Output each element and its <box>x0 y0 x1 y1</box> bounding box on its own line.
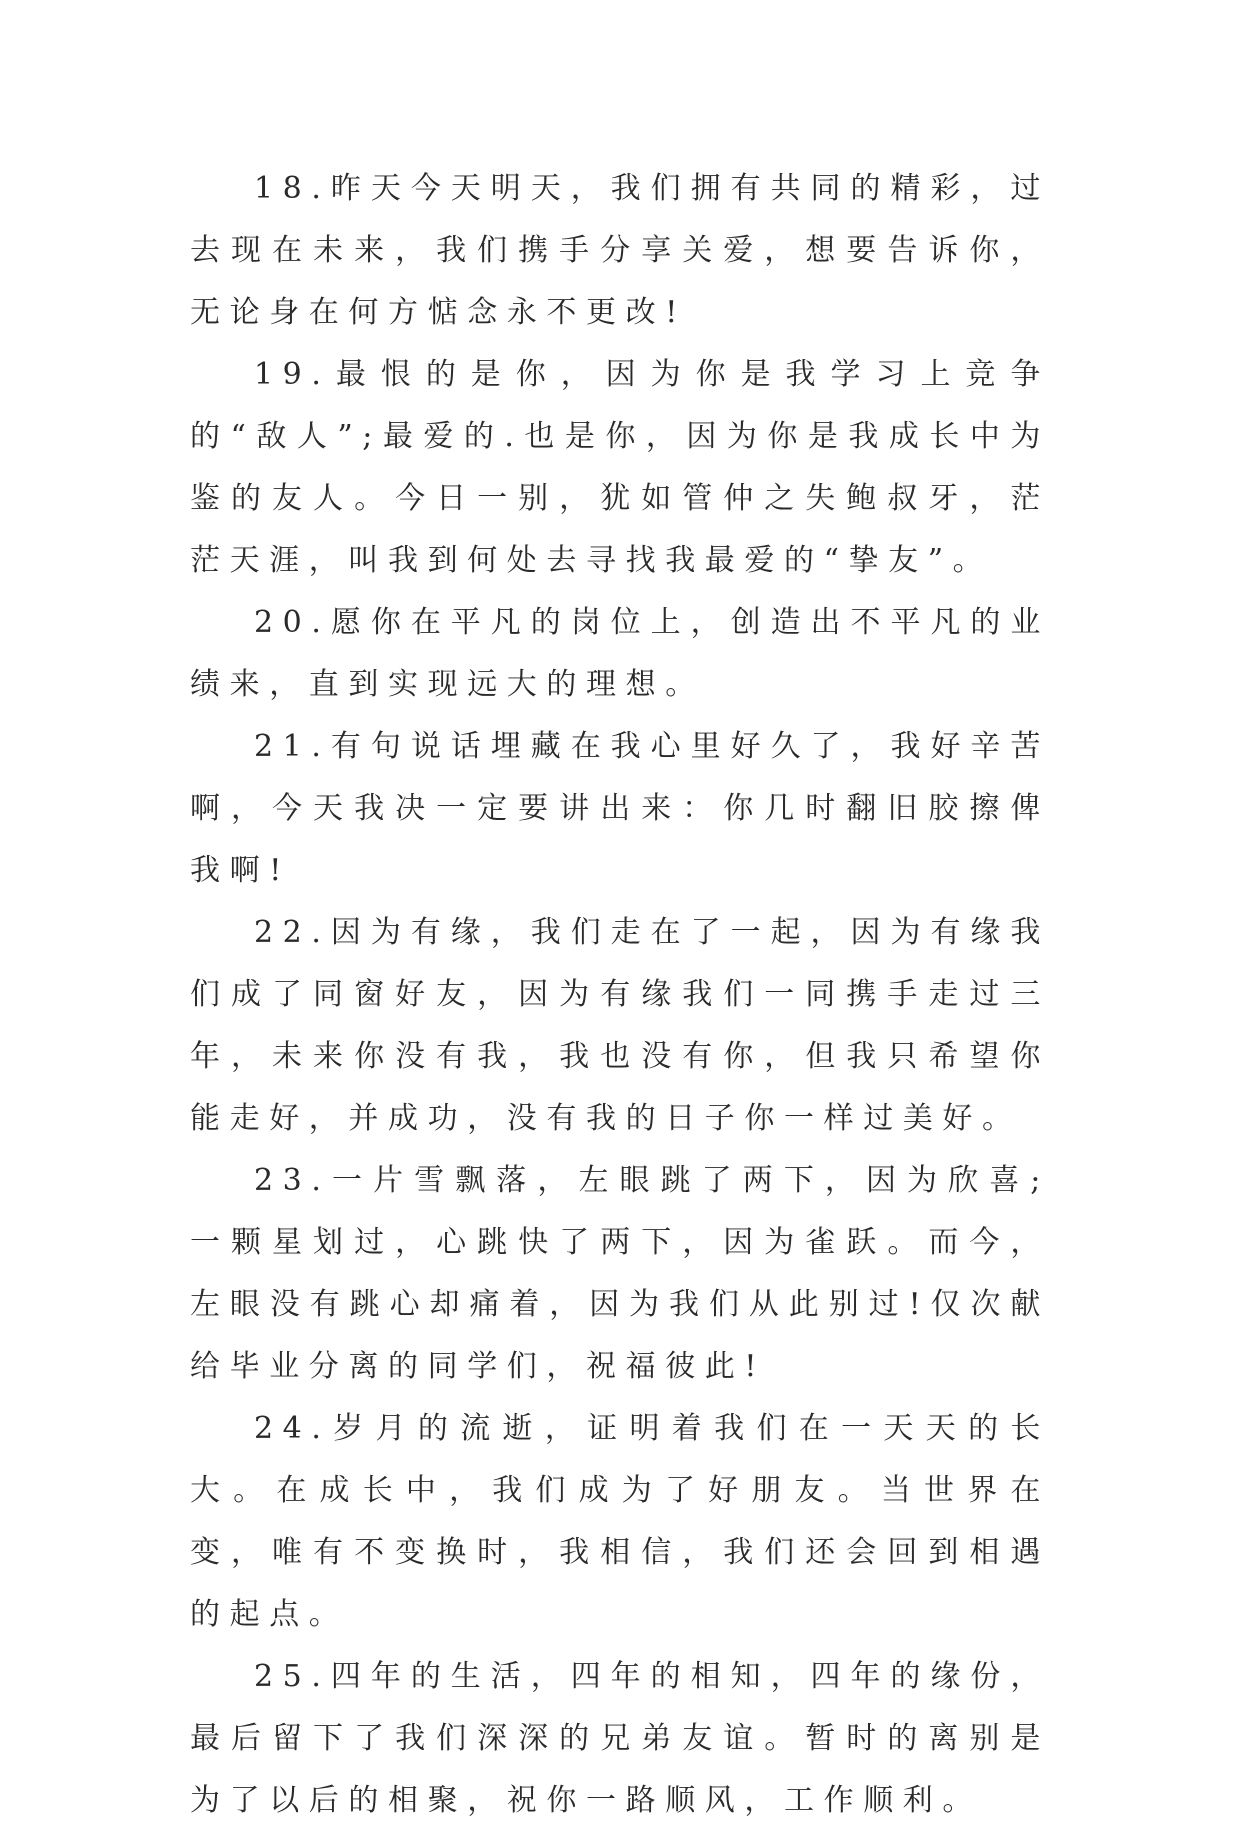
paragraph-25: 25.四年的生活，四年的相知，四年的缘份，最后留下了我们深深的兄弟友谊。暂时的离别是为了以后的相聚，祝你一路顺风，工作顺利。 <box>190 1659 1050 1818</box>
paragraph-21: 21.有句说话埋藏在我心里好久了，我好辛苦啊，今天我决一定要讲出来：你几时翻旧胶擦俾我啊! <box>190 729 1050 888</box>
paragraph-19: 19.最恨的是你，因为你是我学习上竞争的“敌人”;最爱的.也是你，因为你是我成长中为鉴的友人。今日一别，犹如管仲之失鲍叔牙，茫茫天涯，叫我到何处去寻找我最爱的“挚友”。 <box>190 357 1050 578</box>
paragraph-18: 18.昨天今天明天，我们拥有共同的精彩，过去现在未来，我们携手分享关爱，想要告诉你，无论身在何方惦念永不更改! <box>190 171 1050 330</box>
paragraph-24: 24.岁月的流逝，证明着我们在一天天的长大。在成长中，我们成为了好朋友。当世界在变，唯有不变换时，我相信，我们还会回到相遇的起点。 <box>190 1411 1050 1632</box>
paragraph-22: 22.因为有缘，我们走在了一起，因为有缘我们成了同窗好友，因为有缘我们一同携手走过三年，未来你没有我，我也没有你，但我只希望你能走好，并成功，没有我的日子你一样过美好。 <box>190 915 1050 1136</box>
document-body <box>190 158 1050 1832</box>
paragraph-23: 23.一片雪飘落，左眼跳了两下，因为欣喜;一颗星划过，心跳快了两下，因为雀跃。而今，左眼没有跳心却痛着，因为我们从此别过!仅次献给毕业分离的同学们，祝福彼此! <box>190 1163 1050 1384</box>
paragraph-20: 20.愿你在平凡的岗位上，创造出不平凡的业绩来，直到实现远大的理想。 <box>190 605 1050 702</box>
